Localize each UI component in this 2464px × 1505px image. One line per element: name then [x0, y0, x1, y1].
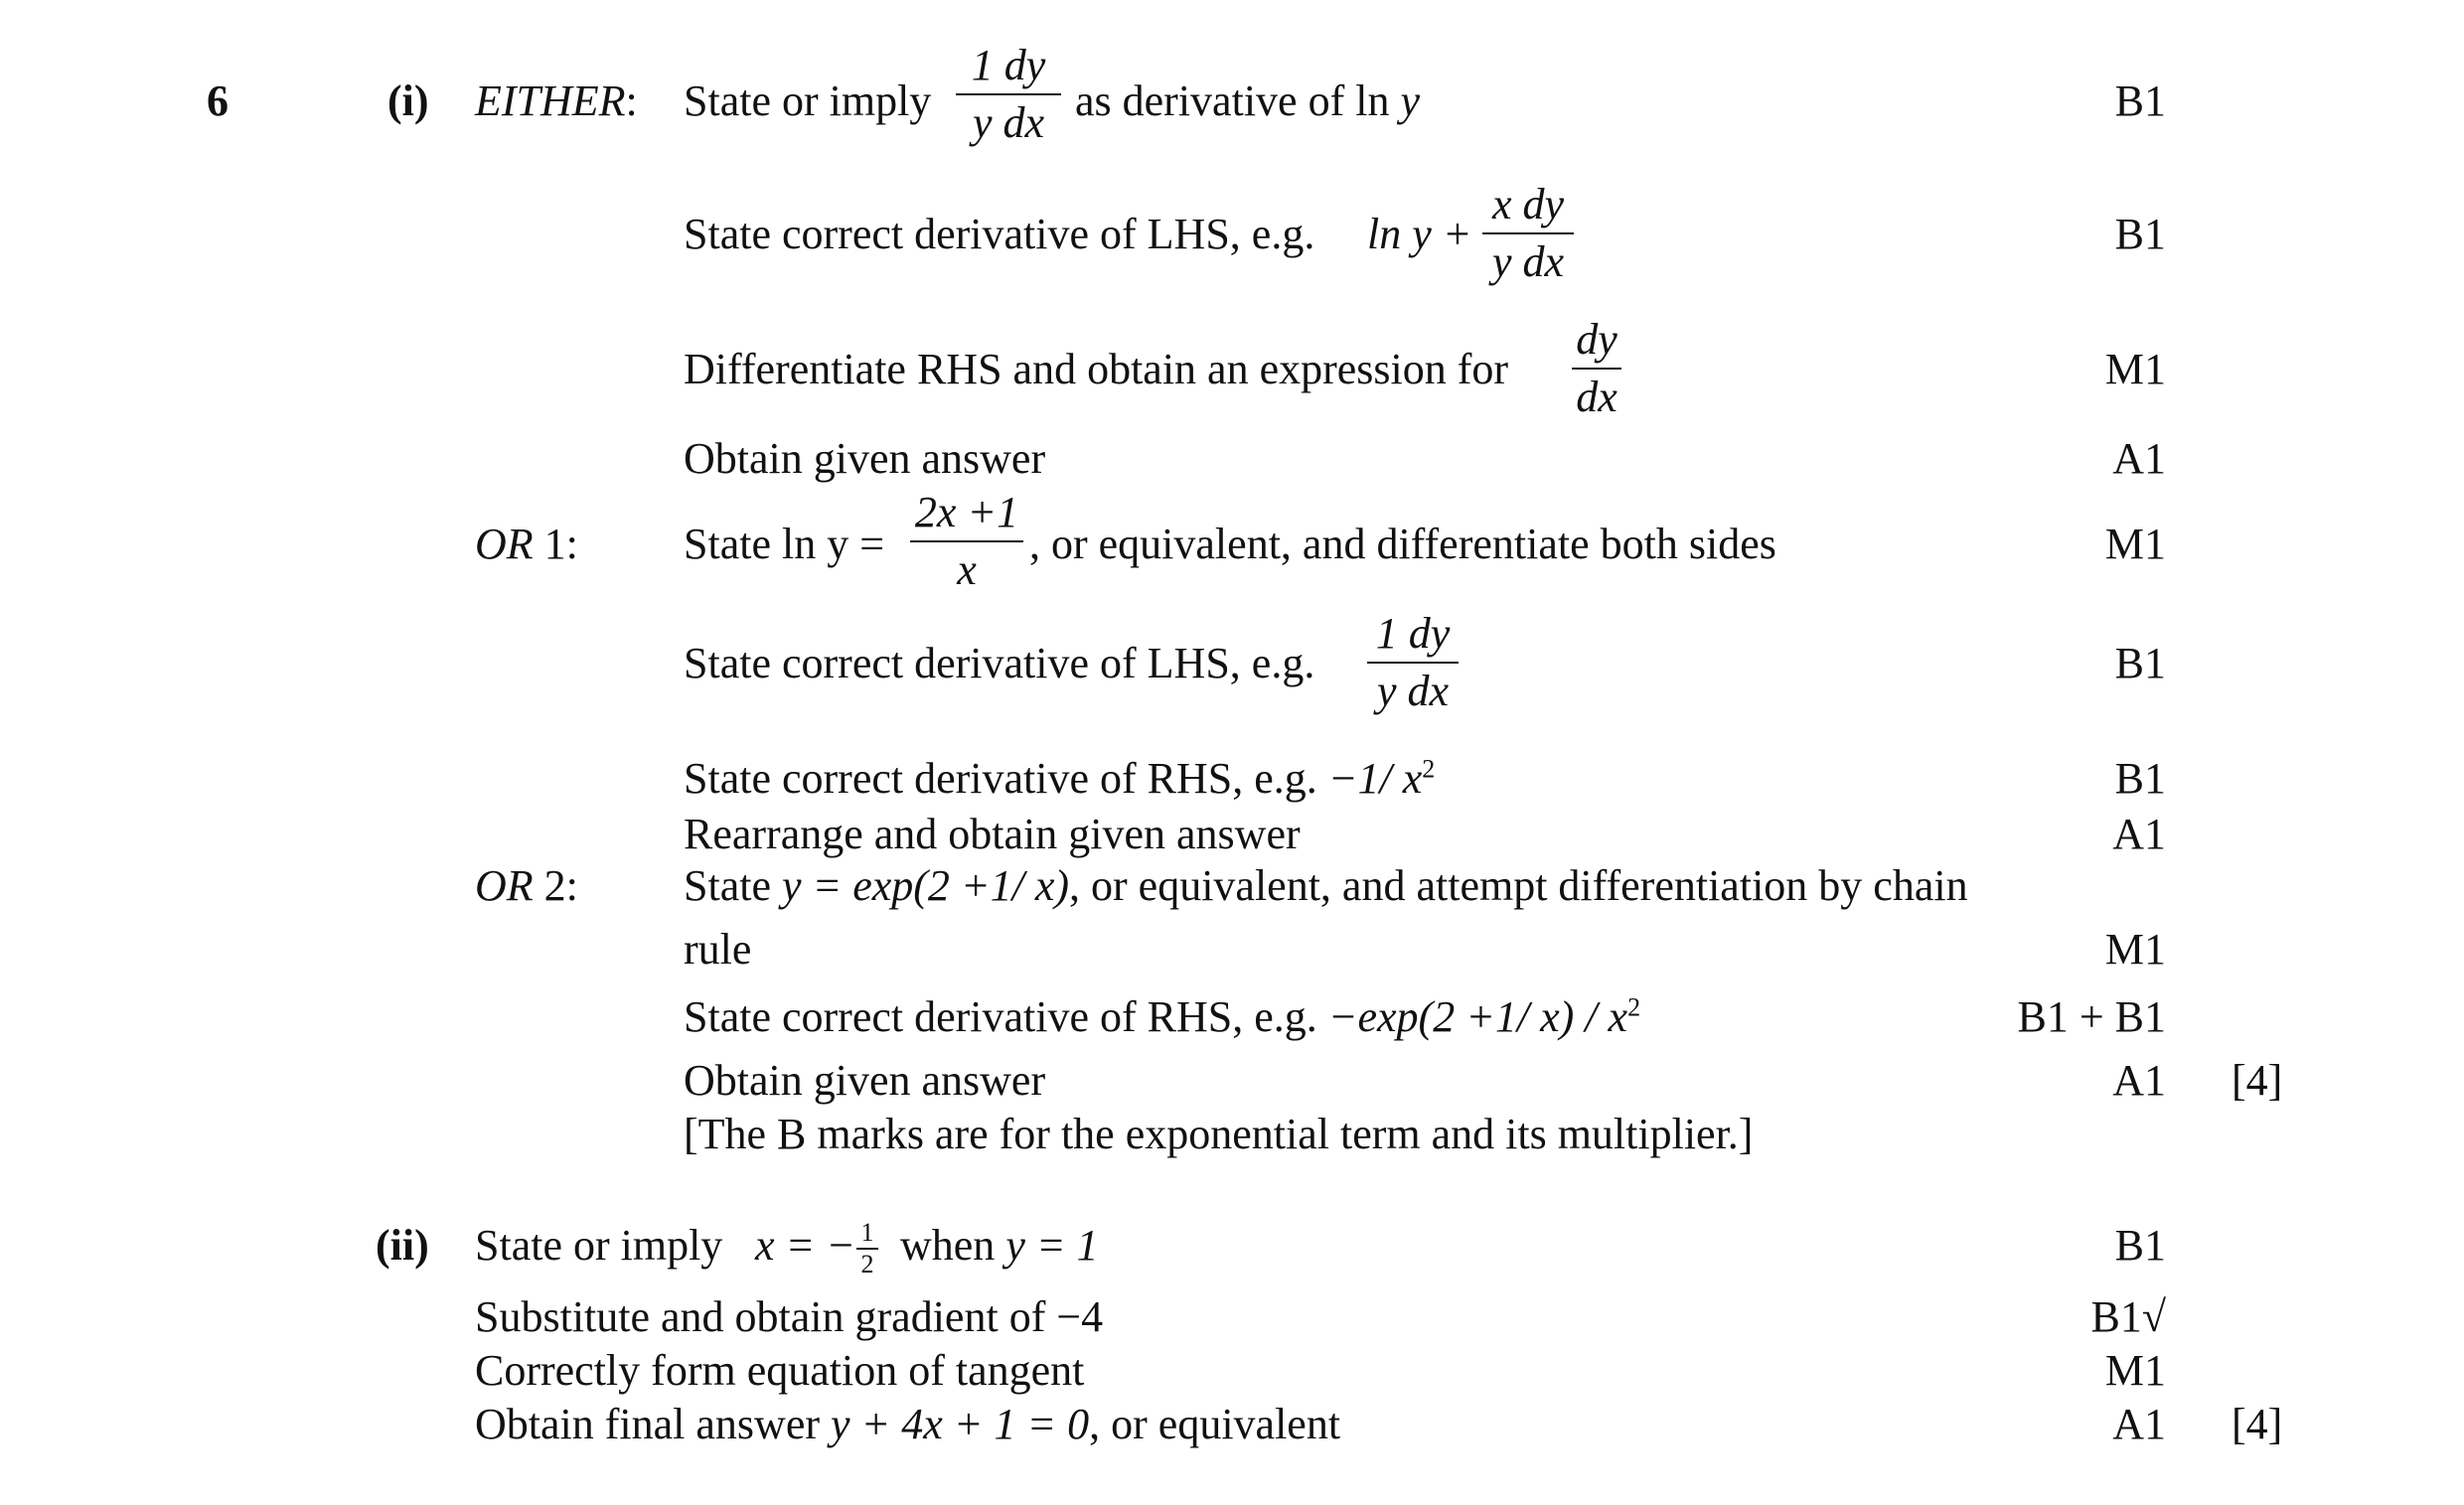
part-ii-row4-text: Obtain final answer y + 4x + 1 = 0, or equivalent [475, 1400, 1341, 1448]
part-ii-row4-mark: A1 [2112, 1400, 2166, 1448]
either-label: EITHER: [475, 76, 638, 125]
or1-row1-fraction: 2x +1 x [910, 491, 1023, 592]
or2-row2-mark: M1 [2104, 925, 2166, 974]
either-row4-text: Obtain given answer [684, 434, 1046, 483]
or2-row1-text: State y = exp(2 +1/ x), or equivalent, and attempt differentiation by chain [684, 861, 1968, 910]
either-row3-text: Differentiate RHS and obtain an expression for [684, 345, 1509, 393]
or1-row2-mark: B1 [2114, 639, 2166, 687]
either-row3-fraction: dy dx [1572, 318, 1621, 419]
or1-row3-text: State correct derivative of RHS, e.g. −1/ $x^2$ [684, 754, 1436, 803]
part-ii-total: [4] [2232, 1400, 2283, 1448]
either-row1-fraction: 1 dy y dx [956, 74, 1061, 163]
either-row3-mark: M1 [2104, 345, 2166, 393]
either-row2-mark: B1 [2114, 210, 2166, 258]
part-ii-row3-mark: M1 [2104, 1346, 2166, 1395]
or1-label: OR 1: [475, 520, 578, 568]
or2-label: OR 2: [475, 861, 578, 910]
either-row2-expr: ln y + [1367, 210, 1472, 258]
part-ii-row1-post: when y = 1 [900, 1221, 1099, 1270]
or1-row4-mark: A1 [2112, 810, 2166, 858]
part-ii-row2-mark: B1√ [2090, 1292, 2166, 1341]
or1-row4-text: Rearrange and obtain given answer [684, 810, 1301, 858]
question-number: 6 [207, 76, 229, 125]
or1-row2-text: State correct derivative of LHS, e.g. [684, 639, 1315, 687]
part-ii-label: (ii) [376, 1221, 429, 1270]
or2-row4-mark: A1 [2112, 1056, 2166, 1105]
part-i-label: (i) [387, 76, 429, 125]
or1-row1-mark: M1 [2104, 520, 2166, 568]
part-ii-row1-mark: B1 [2114, 1221, 2166, 1270]
part-ii-row3-text: Correctly form equation of tangent [475, 1346, 1085, 1395]
part-ii-row1-pre: State or imply [475, 1221, 723, 1270]
either-row4-mark: A1 [2112, 434, 2166, 483]
or2-row2-text: rule [684, 925, 752, 974]
either-row1-post: as derivative of ln y [1075, 76, 1420, 125]
or2-row3-text: State correct derivative of RHS, e.g. −exp(2 +1/ $x) / x^2$ [684, 992, 1641, 1041]
or1-row3-mark: B1 [2114, 754, 2166, 803]
part-ii-row1-fraction: 1 2 [856, 1220, 878, 1278]
or1-row1-post: , or equivalent, and differentiate both sides [1029, 520, 1776, 568]
or1-row2-fraction: 1 dy y dx [1367, 612, 1459, 713]
or2-row4-text: Obtain given answer [684, 1056, 1046, 1105]
or1-row1-pre: State ln y = [684, 520, 885, 568]
either-row2-fraction: x dy y dx [1482, 183, 1574, 284]
either-row1-text: State or imply [684, 76, 932, 125]
either-row2-text: State correct derivative of LHS, e.g. [684, 210, 1315, 258]
or2-row3-mark: B1 + B1 [2017, 992, 2166, 1041]
part-i-total: [4] [2232, 1056, 2283, 1105]
either-row1-mark: B1 [2114, 76, 2166, 125]
or2-note: [The B marks are for the exponential term and its multiplier.] [684, 1110, 1754, 1158]
part-ii-row2-text: Substitute and obtain gradient of −4 [475, 1292, 1104, 1341]
part-ii-row1-expr: x = − [755, 1221, 855, 1270]
